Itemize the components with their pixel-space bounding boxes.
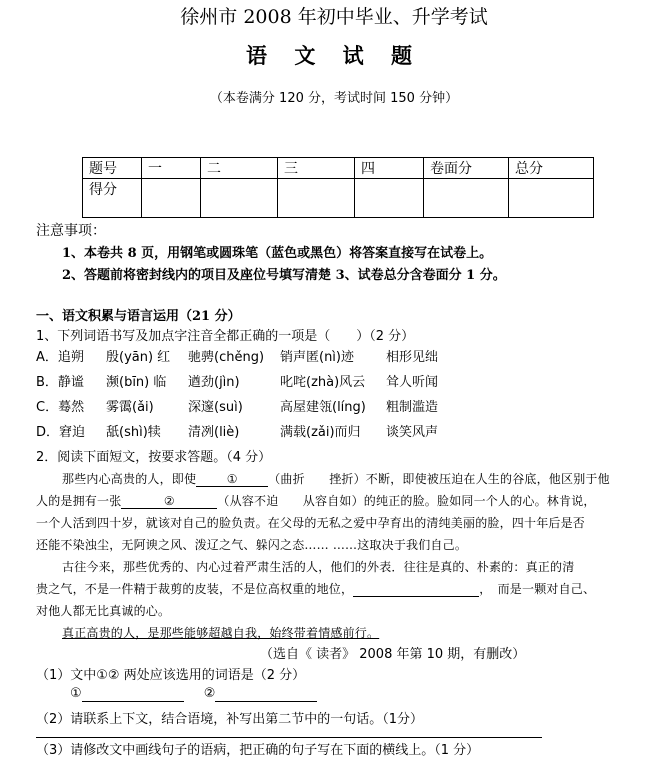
- notice-heading: 注意事项：: [36, 223, 106, 239]
- option-word: A．追朔: [36, 350, 84, 365]
- passage-line: 还能不染浊尘，无阿谀之风、泼辽之气、躲闪之态…… ……这取决于我们自己。: [36, 538, 468, 552]
- answer-blank-2[interactable]: [215, 686, 317, 702]
- passage-line: 对他人都无比真诚的心。: [36, 604, 171, 618]
- passage-line: [36, 580, 595, 597]
- passage-text: 那些内心高贵的人，即使: [62, 472, 197, 486]
- score-cell: [201, 179, 278, 218]
- score-cell: [355, 179, 424, 218]
- passage-text: （从容不迫 从容自如）的纯正的脸。脸如同一个人的心。林肯说，: [217, 494, 596, 508]
- option-word: 雾霭(ǎi): [106, 400, 154, 415]
- sub-question-1: （1）文中①② 两处应该选用的词语是（2 分）: [36, 668, 306, 683]
- option-word: B．静谧: [36, 375, 84, 390]
- score-table-score-row: [83, 179, 594, 218]
- score-header-cell: 四: [355, 158, 424, 179]
- exam-note: （本卷满分 120 分，考试时间 150 分钟）: [209, 91, 459, 106]
- option-word: D．窘迫: [36, 425, 86, 440]
- passage-text: 人的是拥有一张: [36, 494, 122, 508]
- score-table: [82, 157, 594, 218]
- score-header-cell: 总分: [509, 158, 594, 179]
- score-cell: [278, 179, 355, 218]
- score-cell: [424, 179, 509, 218]
- question-1-stem: 1、下列词语书写及加点字注音全都正确的一项是（ ）（2 分）: [36, 329, 415, 344]
- score-header-cell: 三: [278, 158, 355, 179]
- option-word: 粗制滥造: [386, 400, 439, 415]
- score-cell: [509, 179, 594, 218]
- answer-label: ②: [203, 686, 216, 701]
- option-word: 清冽(liè): [188, 425, 240, 440]
- option-word: 舐(shì)犊: [106, 425, 161, 440]
- score-header-cell: 题号: [83, 158, 142, 179]
- notice-item-2: 2、答题前将密封线内的项目及座位号填写清楚 3、试卷总分含卷面分 1 分。: [62, 268, 506, 283]
- passage-line: [62, 470, 610, 487]
- score-header-cell: 一: [142, 158, 201, 179]
- sub-question-3: （3）请修改文中画线句子的语病，把正确的句子写在下面的横线上。（1 分）: [36, 743, 480, 758]
- score-table-header-row: [83, 158, 594, 179]
- blank-1: ①: [196, 472, 268, 487]
- subject-title: 语 文 试 题: [246, 43, 422, 68]
- score-row-label: 得分: [83, 179, 142, 218]
- option-word: 驰骋(chěng): [188, 350, 265, 365]
- notice-item-1: 1、本卷共 8 页，用钢笔或圆珠笔（蓝色或黑色）将答案直接写在试卷上。: [62, 246, 493, 261]
- answer-blank[interactable]: [353, 582, 479, 597]
- option-word: 遒劲(jìn): [188, 375, 240, 390]
- passage-source: （选自《 读者》 2008 年第 10 期，有删改）: [260, 647, 526, 662]
- passage-text: （曲折 挫折）不断，即使被压迫在人生的谷底，他区别于他: [268, 472, 610, 486]
- passage-text: 贵之气，不是一件精于裁剪的皮装，不是位高权重的地位，: [36, 582, 354, 596]
- section-heading: 一、语文积累与语言运用（21 分）: [36, 309, 241, 324]
- option-word: 耸人听闻: [386, 375, 439, 390]
- option-word: 相形见绌: [386, 350, 439, 365]
- option-word: 高屋建瓴(líng): [280, 400, 366, 415]
- option-word: 濒(bīn) 临: [106, 375, 167, 390]
- option-word: 殷(yān) 红: [106, 350, 171, 365]
- question-2-stem: 2．阅读下面短文，按要求答题。（4 分）: [36, 450, 272, 465]
- passage-line: 一个人活到四十岁，就该对自己的脸负责。在父母的无私之爱中孕育出的清纯美丽的脸，四十年后是否: [36, 516, 586, 530]
- passage-text: ， 而是一颗对自己、: [479, 582, 596, 596]
- option-word: 满载(zǎi)而归: [280, 425, 361, 440]
- option-word: 谈笑风声: [386, 425, 439, 440]
- underlined-sentence: 真正高贵的人，是那些能够超越自我，始终带着情感前行。: [62, 626, 380, 640]
- score-header-cell: 卷面分: [424, 158, 509, 179]
- score-header-cell: 二: [201, 158, 278, 179]
- passage-line: 古往今来，那些优秀的、内心过着严肃生活的人，他们的外表．往往是真的、朴素的：真正的清: [62, 560, 575, 574]
- option-word: C．蓦然: [36, 400, 85, 415]
- option-word: 销声匿(nì)迹: [280, 350, 354, 365]
- sub-question-2: （2）请联系上下文，结合语境，补写出第二节中的一句话。（1分）: [36, 712, 424, 727]
- option-word: 深邃(suì): [188, 400, 243, 415]
- answer-label: ①: [70, 686, 82, 701]
- option-word: 叱咤(zhà)风云: [280, 375, 366, 390]
- answer-blank-1[interactable]: [82, 686, 184, 702]
- sub-question-1-answers: [70, 686, 317, 702]
- answer-line[interactable]: [36, 737, 542, 738]
- passage-line: [36, 492, 596, 509]
- score-cell: [142, 179, 201, 218]
- blank-2: ②: [121, 494, 217, 509]
- exam-title: 徐州市 2008 年初中毕业、升学考试: [180, 6, 488, 28]
